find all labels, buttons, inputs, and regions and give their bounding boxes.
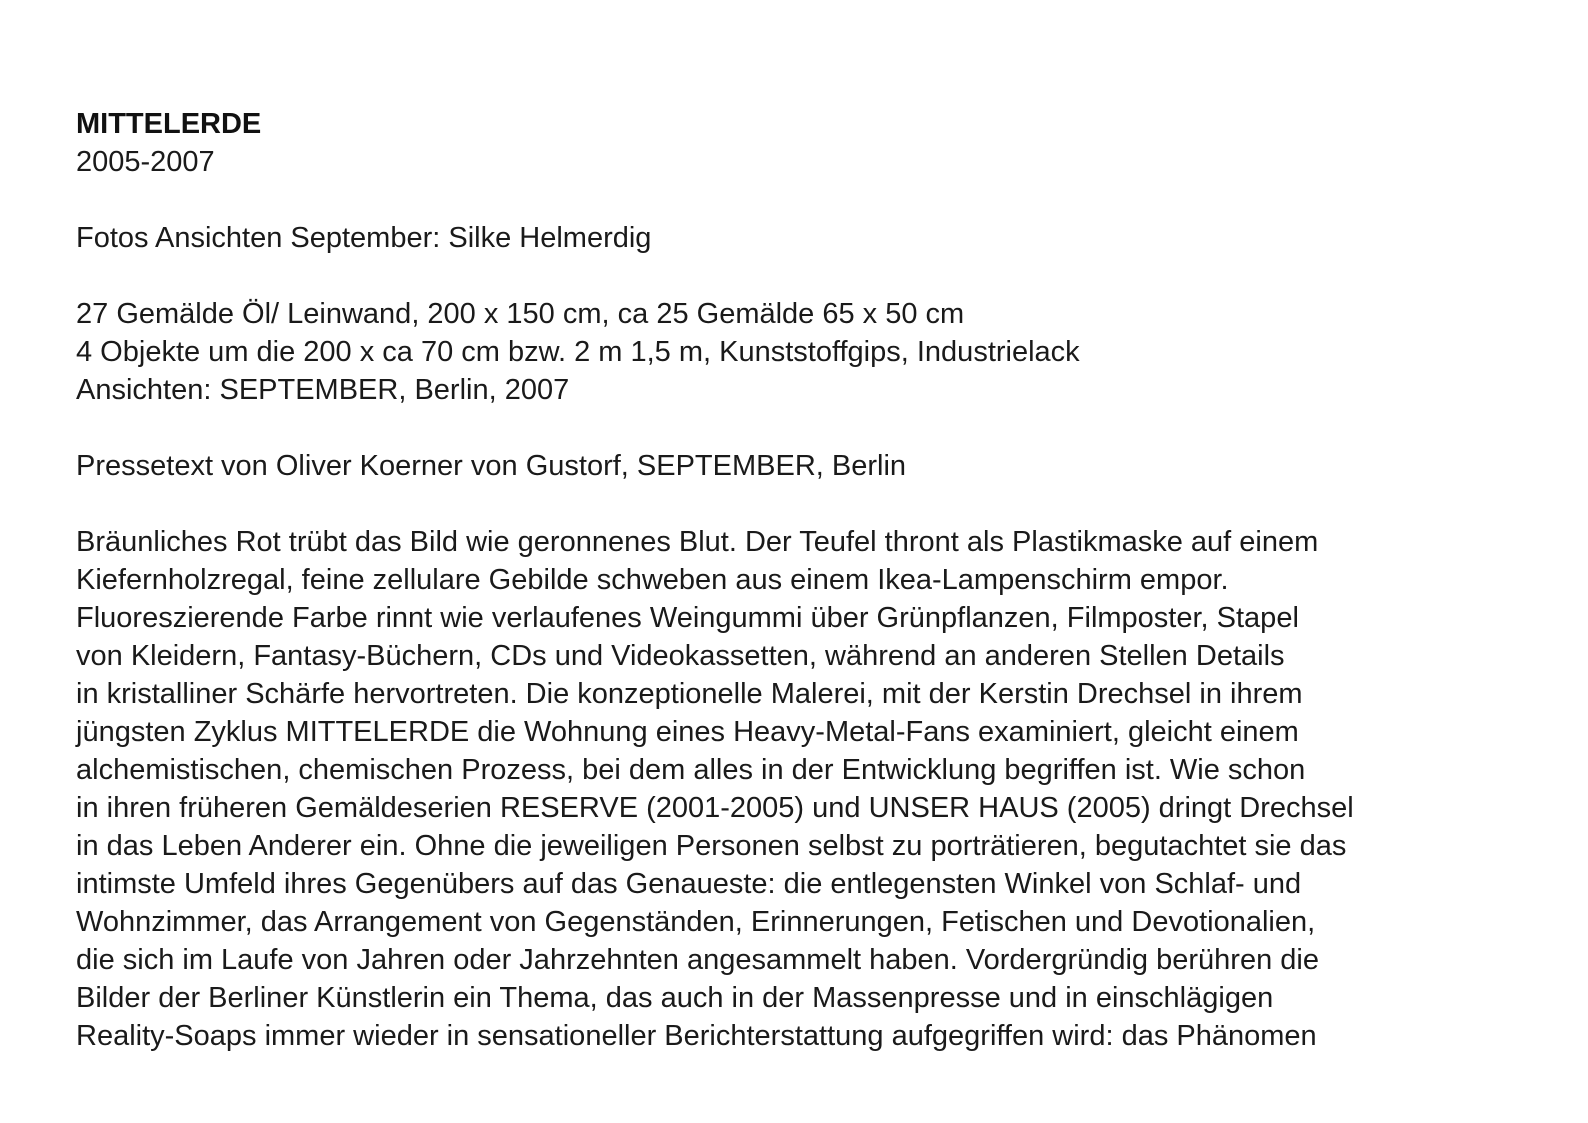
spacer <box>76 181 1556 219</box>
body-line: jüngsten Zyklus MITTELERDE die Wohnung eines Heavy-Metal-Fans examiniert, gleicht einem <box>76 716 1299 748</box>
body-line: in das Leben Anderer ein. Ohne die jeweiligen Personen selbst zu porträtieren, begutachtet sie das <box>76 830 1347 862</box>
body-line: in kristalliner Schärfe hervortreten. Die konzeptionelle Malerei, mit der Kerstin Drechsel in ihrem <box>76 678 1303 710</box>
spacer <box>76 257 1556 295</box>
body-line: Bräunliches Rot trübt das Bild wie geronnenes Blut. Der Teufel thront als Plastikmaske auf einem <box>76 526 1319 558</box>
body-line: die sich im Laufe von Jahren oder Jahrzehnten angesammelt haben. Vordergründig berühren die <box>76 944 1319 976</box>
body-line: von Kleidern, Fantasy-Büchern, CDs und Videokassetten, während an anderen Stellen Details <box>76 640 1285 672</box>
body-line: Fluoreszierende Farbe rinnt wie verlaufenes Weingummi über Grünpflanzen, Filmposter, Stapel <box>76 602 1299 634</box>
work-details <box>76 295 1556 409</box>
press-heading: Pressetext von Oliver Koerner von Gustorf, SEPTEMBER, Berlin <box>76 450 907 482</box>
document-page <box>76 105 1556 1055</box>
body-line: Kiefernholzregal, feine zellulare Gebilde schweben aus einem Ikea-Lampenschirm empor. <box>76 564 1229 596</box>
body-line: Wohnzimmer, das Arrangement von Gegenständen, Erinnerungen, Fetischen und Devotionalien, <box>76 906 1316 938</box>
body-line: intimste Umfeld ihres Gegenübers auf das Genaueste: die entlegensten Winkel von Schlaf- und <box>76 868 1302 900</box>
document-title: MITTELERDE <box>76 108 262 140</box>
body-line: in ihren früheren Gemäldeserien RESERVE (2001-2005) und UNSER HAUS (2005) dringt Drechsel <box>76 792 1354 824</box>
body-line: Bilder der Berliner Künstlerin ein Thema, das auch in der Massenpresse und in einschlägigen <box>76 982 1274 1014</box>
detail-line: 4 Objekte um die 200 x ca 70 cm bzw. 2 m 1,5 m, Kunststoffgips, Industrielack <box>76 336 1080 368</box>
press-text-body <box>76 523 1556 1055</box>
detail-line: 27 Gemälde Öl/ Leinwand, 200 x 150 cm, ca 25 Gemälde 65 x 50 cm <box>76 298 965 330</box>
spacer <box>76 485 1556 523</box>
body-line: Reality-Soaps immer wieder in sensationeller Berichterstattung aufgegriffen wird: das Phänomen <box>76 1020 1317 1052</box>
spacer <box>76 409 1556 447</box>
detail-line: Ansichten: SEPTEMBER, Berlin, 2007 <box>76 374 570 406</box>
body-line: alchemistischen, chemischen Prozess, bei dem alles in der Entwicklung begriffen ist. Wie schon <box>76 754 1306 786</box>
photo-credits: Fotos Ansichten September: Silke Helmerdig <box>76 222 652 254</box>
year-range: 2005-2007 <box>76 146 215 178</box>
